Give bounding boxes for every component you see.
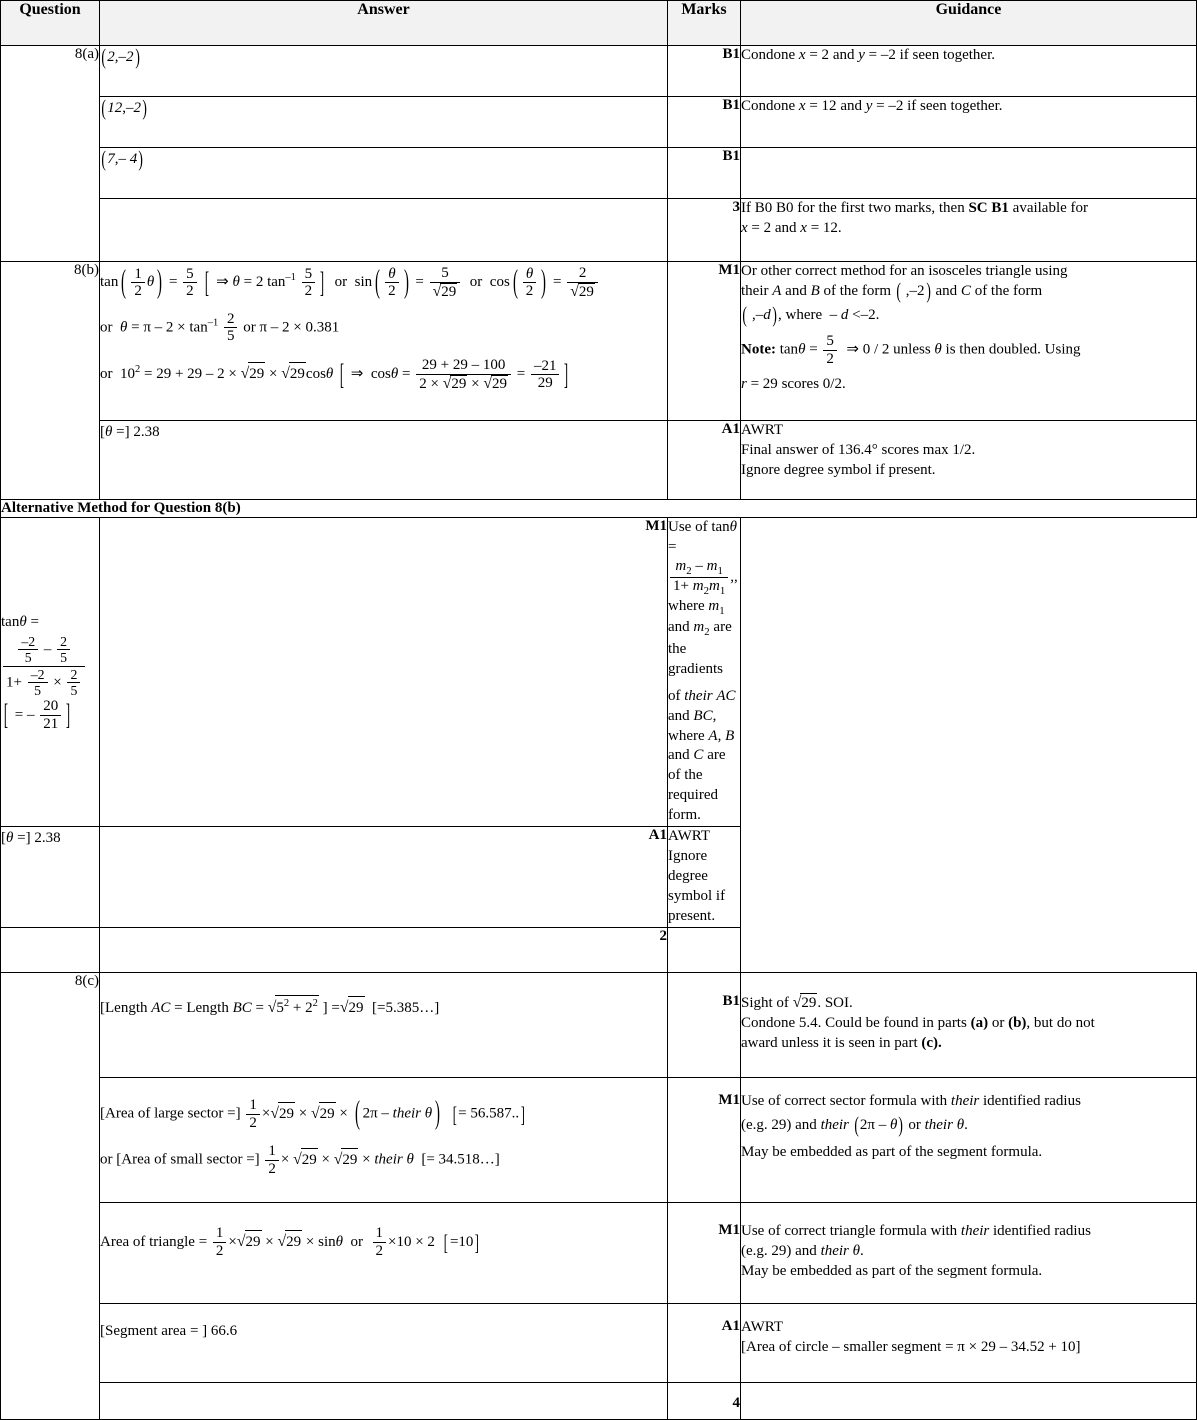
mark-value: B1	[668, 148, 741, 199]
guidance-line: Ignore degree symbol if present.	[741, 461, 936, 478]
table-row	[1, 518, 1197, 827]
guidance-cell	[741, 1303, 1197, 1382]
guidance-line: AWRT	[741, 422, 784, 438]
table-row	[1, 1303, 1197, 1382]
answer-expression: tanθ = $\frac{-2}{5}$ – $\frac{2}{5}$ 1+ $\frac{-2}{5}$ × $\frac{2}{5}$ [ = – $\frac{20}{21}$ ]	[1, 614, 95, 723]
answer-expression: (2,–2)	[101, 44, 140, 69]
guidance-line: Use of correct sector formula with their identified radius	[741, 1092, 1081, 1109]
guidance-cell	[741, 148, 1197, 199]
mark-value: M1	[668, 262, 741, 421]
guidance-line: [Area of circle – smaller segment = π × 29 – 34.52 + 10]	[741, 1338, 1081, 1355]
guidance-line: Or other correct method for an isosceles triangle using	[741, 263, 1068, 279]
guidance-line: x = 2 and x = 12.	[741, 219, 842, 236]
guidance-line: award unless it is seen in part (c).	[741, 1034, 942, 1051]
answer-cell	[100, 421, 668, 500]
table-row	[1, 827, 1197, 928]
table-row	[1, 1202, 1197, 1303]
answer-cell	[1, 927, 100, 972]
table-row	[1, 262, 1197, 421]
mark-value: A1	[668, 1303, 741, 1382]
header-answer: Answer	[100, 1, 668, 46]
answer-cell	[100, 97, 668, 148]
guidance-line: May be embedded as part of the segment formula.	[741, 1143, 1043, 1160]
answer-expression: [Length AC = Length BC = $√5^2 + 2^2$ ] =√29 [=5.385…]	[100, 1000, 439, 1016]
guidance-line: Ignore degree symbol if present.	[668, 848, 726, 924]
guidance-line: Sight of √29. SOI.	[741, 993, 1196, 1014]
mark-value: A1	[668, 421, 741, 500]
guidance-line: (e.g. 29) and their θ.	[741, 1242, 864, 1259]
table-row	[1, 148, 1197, 199]
guidance-cell	[741, 1382, 1197, 1419]
answer-expression-line3: or $10^2 = 29 + 29 - 2 \times √29 \times √29\cos\theta$ [ ⇒ cosθ = $\frac{29 + 29 - 100}{2 \times √29 \times √29}$ = $\frac{-21}{29}$ ]	[100, 357, 569, 392]
guidance-line: Use of tanθ = $\frac{m_2 - m_1}{1+ m_2m_1}$ ,, where $m_1$ and $m_2$ are the gradients	[668, 519, 738, 677]
guidance-line: ( ,–d), where – d <–2.	[742, 303, 880, 328]
header-guidance: Guidance	[741, 1, 1197, 46]
guidance-line: Use of correct triangle formula with their identified radius	[741, 1222, 1091, 1239]
table-row-alternative-header	[1, 500, 1197, 518]
header-marks: Marks	[668, 1, 741, 46]
guidance-line: their A and B of the form ( ,–2) and C of the form	[741, 278, 1043, 303]
table-row	[1, 972, 1197, 1077]
guidance-line: Condone x = 12 and y = –2 if seen together.	[741, 98, 1003, 114]
answer-cell	[100, 46, 668, 97]
question-label-8b: 8(b)	[1, 262, 100, 500]
mark-value: M1	[668, 1202, 741, 1303]
alternative-method-header: Alternative Method for Question 8(b)	[1, 500, 1197, 518]
mark-value: B1	[668, 97, 741, 148]
guidance-cell	[741, 1077, 1197, 1202]
table-row	[1, 927, 1197, 972]
guidance-line: (e.g. 29) and their (2π – θ) or their θ.	[741, 1112, 968, 1137]
guidance-line: If B0 B0 for the first two marks, then SC B1 available for	[741, 200, 1089, 216]
guidance-cell	[668, 518, 741, 827]
table-row	[1, 1382, 1197, 1419]
answer-expression: (12,–2)	[101, 95, 147, 120]
answer-cell	[100, 148, 668, 199]
guidance-cell	[741, 1202, 1197, 1303]
answer-cell	[100, 1077, 668, 1202]
answer-expression: [Segment area = ] 66.6	[100, 1322, 238, 1339]
mark-value: M1	[100, 518, 668, 827]
guidance-cell	[741, 262, 1197, 421]
guidance-cell	[741, 972, 1197, 1077]
guidance-line: form.	[668, 807, 701, 824]
header-question: Question	[1, 1, 100, 46]
guidance-line: r = 29 scores 0/2.	[741, 375, 846, 392]
answer-cell	[1, 827, 100, 928]
guidance-line: May be embedded as part of the segment formula.	[741, 1262, 1043, 1279]
answer-cell	[100, 1303, 668, 1382]
guidance-line: Note: tanθ = $\frac{5}{2}$ ⇒ 0 / 2 unless θ is then doubled. Using	[741, 333, 1081, 368]
table-row	[1, 1077, 1197, 1202]
answer-cell	[100, 1382, 668, 1419]
table-row	[1, 199, 1197, 262]
guidance-cell	[741, 199, 1197, 262]
mark-value: 3	[668, 199, 741, 262]
answer-cell	[100, 972, 668, 1077]
question-label-8c: 8(c)	[1, 972, 100, 1419]
guidance-line: AWRT	[668, 828, 711, 845]
guidance-cell	[668, 827, 741, 928]
answer-expression-line2: or [Area of small sector =] $\frac{1}{2}$ × √29 × √29 × their θ [= 34.518…]	[100, 1143, 500, 1178]
answer-expression: Area of triangle = $\frac{1}{2}$ ×√29 × √29 × sinθ or $\frac{1}{2}$ ×10 × 2 [ =10]	[100, 1224, 480, 1259]
guidance-line: Condone x = 2 and y = –2 if seen together.	[741, 47, 996, 63]
table-row	[1, 46, 1197, 97]
answer-expression: [θ =] 2.38	[100, 424, 160, 440]
guidance-line: AWRT	[741, 1318, 784, 1335]
answer-expression-line1: tan( $\frac{1}{2}$ θ) = $\frac{5}{2}$ [ ⇒ θ = 2 $\tan^{-1}$ $\frac{5}{2}$ ] or sin( $\frac{\theta}{2}$ ) = $\frac{5}{√29}$ or cos( $\frac{\theta}{2}$ ) = $\frac{2}{√29}$	[100, 265, 667, 301]
guidance-line: Final answer of 136.4° scores max 1/2.	[741, 441, 976, 458]
answer-expression-line2: or $\theta = \pi - 2 \times \tan^{-1}$ $\frac{2}{5}$ or π – 2 × 0.381	[100, 310, 340, 345]
answer-expression-line1: [Area of large sector =] $\frac{1}{2}$ ×√29 × √29 × ( 2π – their θ) [ = 56.587..]	[100, 1095, 525, 1132]
guidance-cell	[741, 97, 1197, 148]
mark-value: B1	[668, 972, 741, 1077]
mark-value: 2	[100, 927, 668, 972]
guidance-cell	[741, 46, 1197, 97]
answer-cell	[100, 1202, 668, 1303]
answer-cell	[1, 518, 100, 827]
mark-value: B1	[668, 46, 741, 97]
answer-cell	[100, 262, 668, 421]
guidance-cell	[668, 927, 741, 972]
guidance-cell	[741, 421, 1197, 500]
answer-expression: (7,– 4)	[101, 146, 144, 171]
mark-value: 4	[668, 1382, 741, 1419]
table-row	[1, 97, 1197, 148]
mark-value: M1	[668, 1077, 741, 1202]
answer-cell	[100, 199, 668, 262]
guidance-line: Condone 5.4. Could be found in parts (a) or (b), but do not	[741, 1014, 1095, 1031]
answer-expression: [θ =] 2.38	[1, 830, 61, 847]
question-label-8a: 8(a)	[1, 46, 100, 262]
table-row	[1, 421, 1197, 500]
table-header-row	[1, 1, 1197, 46]
mark-value: A1	[100, 827, 668, 928]
guidance-line: of their AC and BC, where A, B and C are of the required	[668, 687, 736, 804]
